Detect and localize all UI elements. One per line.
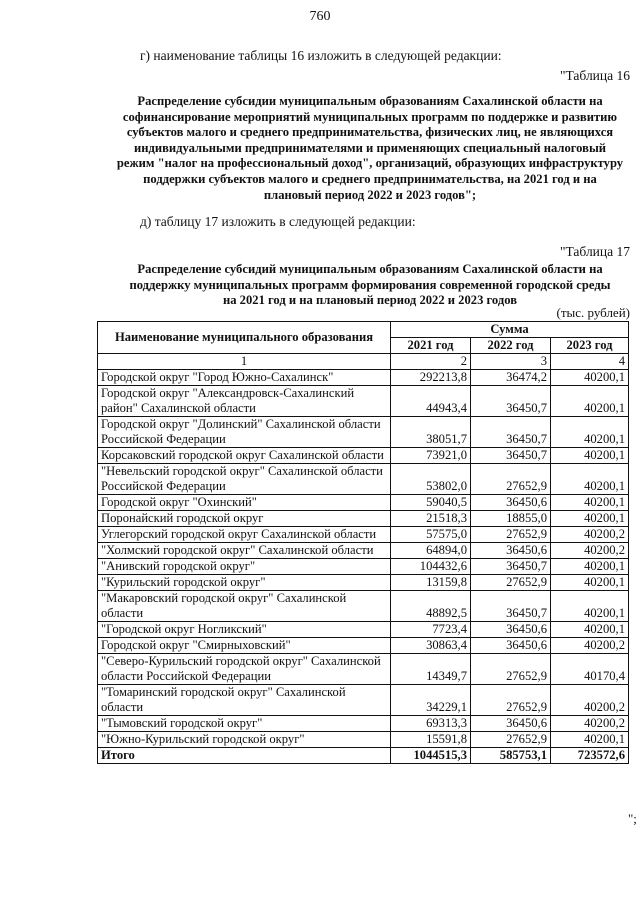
municipality-name: "Южно-Курильский городской округ" xyxy=(98,732,391,748)
amount-2023: 40200,1 xyxy=(551,448,629,464)
table-row xyxy=(98,732,629,748)
municipality-name: "Курильский городской округ" xyxy=(98,575,391,591)
amount-2022: 585753,1 xyxy=(471,748,551,764)
amount-2021: 15591,8 xyxy=(391,732,471,748)
amount-2022: 36450,7 xyxy=(471,417,551,448)
amount-2023: 40200,1 xyxy=(551,559,629,575)
amount-2021: 13159,8 xyxy=(391,575,471,591)
closing-quote: "; xyxy=(628,811,637,826)
title-line: Распределение субсидий муниципальным образованиям Сахалинской области на xyxy=(137,262,603,276)
amount-2021: 1044515,3 xyxy=(391,748,471,764)
table-row xyxy=(98,591,629,622)
amount-2021: 34229,1 xyxy=(391,685,471,716)
amount-2021: 64894,0 xyxy=(391,543,471,559)
municipality-name: Городской округ "Город Южно-Сахалинск" xyxy=(98,370,391,386)
table-row xyxy=(98,654,629,685)
year-header: 2021 год xyxy=(391,338,471,354)
amount-2021: 104432,6 xyxy=(391,559,471,575)
title-line: Распределение субсидии муниципальным образованиям Сахалинской области на xyxy=(137,94,603,108)
amount-2021: 57575,0 xyxy=(391,527,471,543)
table17-title xyxy=(100,262,640,309)
amount-2023: 40200,2 xyxy=(551,638,629,654)
municipality-name: Городской округ "Долинский" Сахалинской области Российской Федерации xyxy=(98,417,391,448)
amount-2023: 40200,1 xyxy=(551,622,629,638)
amount-2023: 40200,1 xyxy=(551,732,629,748)
municipality-name: Углегорский городской округ Сахалинской области xyxy=(98,527,391,543)
amount-2022: 36450,6 xyxy=(471,638,551,654)
amount-2022: 36450,7 xyxy=(471,386,551,417)
table-row xyxy=(98,543,629,559)
table-row xyxy=(98,559,629,575)
amount-2022: 27652,9 xyxy=(471,464,551,495)
title-line: субъектов малого и среднего предпринимательства, физических лиц, не являющихся xyxy=(126,125,614,140)
amount-2023: 40200,1 xyxy=(551,511,629,527)
amount-2022: 36450,7 xyxy=(471,591,551,622)
amount-2022: 36450,6 xyxy=(471,495,551,511)
total-row xyxy=(98,748,629,764)
table16-label: "Таблица 16 xyxy=(560,68,630,83)
municipality-name: "Холмский городской округ" Сахалинской области xyxy=(98,543,391,559)
municipality-name: "Северо-Курильский городской округ" Сахалинской области Российской Федерации xyxy=(98,654,391,685)
municipality-name: Корсаковский городской округ Сахалинской области xyxy=(98,448,391,464)
amount-2022: 36450,6 xyxy=(471,716,551,732)
amount-2023: 40200,1 xyxy=(551,417,629,448)
amount-2022: 27652,9 xyxy=(471,685,551,716)
year-header: 2022 год xyxy=(471,338,551,354)
amount-2022: 36450,7 xyxy=(471,448,551,464)
amount-2021: 69313,3 xyxy=(391,716,471,732)
municipality-name: Городской округ "Александровск-Сахалинский район" Сахалинской области xyxy=(98,386,391,417)
table-row xyxy=(98,464,629,495)
header-name: Наименование муниципального образования xyxy=(98,322,391,354)
municipality-name: "Тымовский городской округ" xyxy=(98,716,391,732)
amount-2022: 36450,6 xyxy=(471,622,551,638)
table-row xyxy=(98,622,629,638)
column-index: 4 xyxy=(551,354,629,370)
title-line: индивидуальными предпринимателями и применяющих специальный налоговый xyxy=(133,140,607,155)
table-row xyxy=(98,448,629,464)
table-row xyxy=(98,685,629,716)
amount-2023: 40170,4 xyxy=(551,654,629,685)
amount-2023: 40200,1 xyxy=(551,591,629,622)
header-sum: Сумма xyxy=(391,322,629,338)
table17-label: "Таблица 17 xyxy=(560,244,630,259)
municipality-name: "Томаринский городской округ" Сахалинской области xyxy=(98,685,391,716)
amount-2021: 38051,7 xyxy=(391,417,471,448)
municipality-name: "Анивский городской округ" xyxy=(98,559,391,575)
amount-2021: 292213,8 xyxy=(391,370,471,386)
subsidy-table xyxy=(97,321,629,764)
amount-2021: 53802,0 xyxy=(391,464,471,495)
amount-2022: 27652,9 xyxy=(471,575,551,591)
title-line: режим "налог на профессиональный доход", организаций, образующих инфраструктуру xyxy=(116,156,624,171)
amount-2021: 73921,0 xyxy=(391,448,471,464)
column-index: 3 xyxy=(471,354,551,370)
amount-2021: 48892,5 xyxy=(391,591,471,622)
table-row xyxy=(98,495,629,511)
amount-2023: 40200,1 xyxy=(551,575,629,591)
title-line: на 2021 год и на плановый период 2022 и 2023 годов xyxy=(222,293,518,308)
municipality-name: Поронайский городской округ xyxy=(98,511,391,527)
amount-2022: 27652,9 xyxy=(471,654,551,685)
amount-2022: 36450,6 xyxy=(471,543,551,559)
amount-2023: 723572,6 xyxy=(551,748,629,764)
amount-2022: 27652,9 xyxy=(471,527,551,543)
table-row xyxy=(98,716,629,732)
table-row xyxy=(98,527,629,543)
title-line: плановый период 2022 и 2023 годов"; xyxy=(263,187,477,202)
amount-2023: 40200,2 xyxy=(551,685,629,716)
amount-2021: 30863,4 xyxy=(391,638,471,654)
municipality-name: "Макаровский городской округ" Сахалинской области xyxy=(98,591,391,622)
amount-2021: 59040,5 xyxy=(391,495,471,511)
amount-2023: 40200,1 xyxy=(551,495,629,511)
amount-2021: 21518,3 xyxy=(391,511,471,527)
amount-2022: 27652,9 xyxy=(471,732,551,748)
column-index: 1 xyxy=(98,354,391,370)
amount-2021: 44943,4 xyxy=(391,386,471,417)
instruction-d: д) таблицу 17 изложить в следующей редакции: xyxy=(140,214,416,229)
municipality-name: "Невельский городской округ" Сахалинской области Российской Федерации xyxy=(98,464,391,495)
municipality-name: "Городской округ Ногликский" xyxy=(98,622,391,638)
municipality-name: Городской округ "Охинский" xyxy=(98,495,391,511)
table16-title xyxy=(100,94,640,203)
table-row xyxy=(98,370,629,386)
amount-2022: 36450,7 xyxy=(471,559,551,575)
amount-2023: 40200,1 xyxy=(551,464,629,495)
title-line: софинансирование мероприятий муниципальных программ по поддержке и развитию xyxy=(122,109,618,124)
table-row xyxy=(98,575,629,591)
amount-2023: 40200,1 xyxy=(551,386,629,417)
amount-2023: 40200,1 xyxy=(551,370,629,386)
municipality-name: Итого xyxy=(98,748,391,764)
year-header: 2023 год xyxy=(551,338,629,354)
title-line: поддержки субъектов малого и среднего предпринимательства, на 2021 год и на xyxy=(143,171,597,186)
amount-2021: 7723,4 xyxy=(391,622,471,638)
column-index: 2 xyxy=(391,354,471,370)
title-line: поддержку муниципальных программ формирования современной городской среды xyxy=(129,277,611,292)
amount-2023: 40200,2 xyxy=(551,716,629,732)
table-row xyxy=(98,638,629,654)
amount-2023: 40200,2 xyxy=(551,543,629,559)
table-row xyxy=(98,386,629,417)
amount-2021: 14349,7 xyxy=(391,654,471,685)
amount-2022: 36474,2 xyxy=(471,370,551,386)
amount-2022: 18855,0 xyxy=(471,511,551,527)
municipality-name: Городской округ "Смирныховский" xyxy=(98,638,391,654)
unit-note: (тыс. рублей) xyxy=(556,305,630,320)
amount-2023: 40200,2 xyxy=(551,527,629,543)
instruction-g: г) наименование таблицы 16 изложить в следующей редакции: xyxy=(140,48,502,63)
table-row xyxy=(98,511,629,527)
table-row xyxy=(98,417,629,448)
page-number: 760 xyxy=(309,9,331,24)
